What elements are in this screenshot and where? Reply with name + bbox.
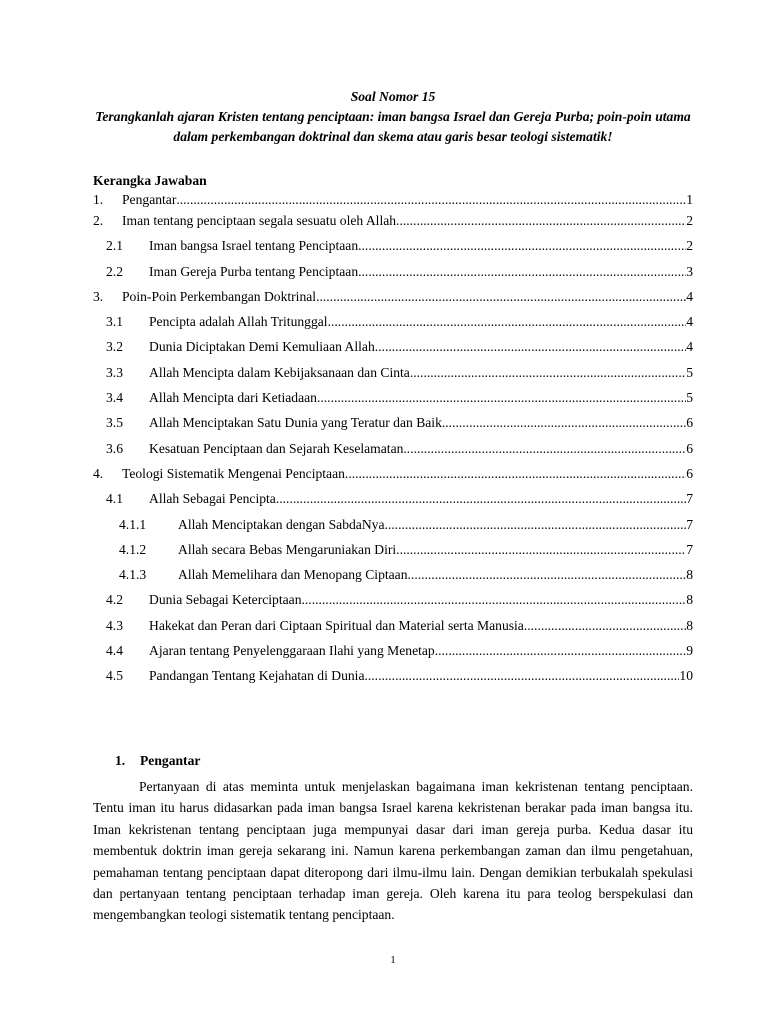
section-number: 1. xyxy=(115,753,126,768)
toc-label: Pandangan Tentang Kejahatan di Dunia xyxy=(149,668,365,684)
question-text: Terangkanlah ajaran Kristen tentang penciptaan: iman bangsa Israel dan Gereja Purba; poin-poin utama dalam perkembangan doktrinal dan skema atau garis besar teologi sistematik! xyxy=(95,109,691,144)
toc-leader xyxy=(358,238,686,254)
question-title: Soal Nomor 15 xyxy=(350,89,436,104)
toc-leader xyxy=(375,339,686,355)
toc-number: 3.1 xyxy=(106,314,123,330)
toc-page: 10 xyxy=(679,668,693,684)
toc-number: 4.1.1 xyxy=(119,516,147,532)
toc-leader xyxy=(276,491,686,507)
toc-number: 4.2 xyxy=(106,592,123,608)
section-heading xyxy=(115,753,200,769)
toc-label: Iman tentang penciptaan segala sesuatu oleh Allah xyxy=(122,213,397,228)
page-number: 1 xyxy=(390,954,396,966)
toc-number: 2.1 xyxy=(106,238,123,254)
toc-leader xyxy=(176,192,686,208)
toc-label: Allah Memelihara dan Menopang Ciptaan xyxy=(178,567,408,583)
toc-number: 4.1.2 xyxy=(119,541,147,557)
toc-entry xyxy=(93,491,693,516)
toc-leader xyxy=(410,365,686,381)
toc-number: 4.4 xyxy=(106,643,123,659)
toc-page: 6 xyxy=(686,415,693,431)
toc-number: 3.2 xyxy=(106,339,123,355)
outline-heading: Kerangka Jawaban xyxy=(93,173,207,188)
toc-leader xyxy=(524,618,686,634)
toc-entry xyxy=(93,441,693,466)
toc-label: Allah Mencipta dari Ketiadaan xyxy=(149,390,317,406)
toc-entry xyxy=(93,339,693,364)
table-of-contents xyxy=(93,192,693,694)
toc-entry xyxy=(93,592,693,617)
toc-number: 2. xyxy=(93,213,104,228)
toc-label: Dunia Diciptakan Demi Kemuliaan Allah xyxy=(149,339,375,355)
toc-leader xyxy=(396,213,686,229)
toc-number: 2.2 xyxy=(106,263,123,279)
toc-leader xyxy=(316,289,686,305)
toc-entry xyxy=(93,618,693,643)
toc-page: 4 xyxy=(686,339,693,355)
toc-page: 5 xyxy=(686,390,693,406)
toc-leader xyxy=(328,314,687,330)
toc-leader xyxy=(345,466,686,482)
toc-number: 4.1.3 xyxy=(119,567,147,583)
toc-label: Iman bangsa Israel tentang Penciptaan xyxy=(149,238,359,254)
toc-number: 4.5 xyxy=(106,668,123,684)
toc-page: 6 xyxy=(686,465,693,481)
toc-page: 2 xyxy=(686,238,693,254)
toc-label: Allah Mencipta dalam Kebijaksanaan dan Cinta xyxy=(149,364,410,380)
toc-label: Allah Menciptakan dengan SabdaNya xyxy=(178,516,385,532)
toc-page: 6 xyxy=(686,440,693,456)
toc-entry xyxy=(93,213,693,238)
toc-entry xyxy=(93,542,693,567)
toc-entry xyxy=(93,668,693,693)
toc-number: 3.5 xyxy=(106,415,123,431)
toc-number: 3.4 xyxy=(106,390,123,406)
toc-entry xyxy=(93,567,693,592)
toc-number: 4.3 xyxy=(106,617,123,633)
toc-leader xyxy=(408,567,687,583)
toc-page: 8 xyxy=(686,592,693,608)
toc-label: Dunia Sebagai Keterciptaan xyxy=(149,592,302,608)
toc-page: 7 xyxy=(686,541,693,557)
toc-label: Allah secara Bebas Mengaruniakan Diri xyxy=(178,541,397,557)
toc-page: 8 xyxy=(686,617,693,633)
document-page xyxy=(93,0,693,1024)
toc-page: 7 xyxy=(686,491,693,507)
toc-label: Ajaran tentang Penyelenggaraan Ilahi yang Menetap xyxy=(149,643,435,659)
toc-leader xyxy=(435,643,686,659)
toc-label: Hakekat dan Peran dari Ciptaan Spiritual dan Material serta Manusia xyxy=(149,617,524,633)
toc-leader xyxy=(396,542,686,558)
toc-entry xyxy=(93,643,693,668)
toc-label: Poin-Poin Perkembangan Doktrinal xyxy=(122,288,317,304)
toc-leader xyxy=(364,668,679,684)
toc-label: Allah Menciptakan Satu Dunia yang Teratur dan Baik xyxy=(149,415,442,431)
toc-entry xyxy=(93,264,693,289)
toc-leader xyxy=(302,592,687,608)
toc-page: 3 xyxy=(686,263,693,279)
toc-page: 4 xyxy=(686,288,693,304)
toc-leader xyxy=(403,441,686,457)
toc-number: 3.6 xyxy=(106,440,123,456)
toc-entry xyxy=(93,466,693,491)
toc-leader xyxy=(358,264,686,280)
toc-label: Pencipta adalah Allah Tritunggal xyxy=(149,314,328,330)
toc-page: 5 xyxy=(686,364,693,380)
question-header xyxy=(93,87,693,147)
toc-entry xyxy=(93,289,693,314)
toc-entry xyxy=(93,238,693,263)
toc-leader xyxy=(442,415,686,431)
toc-label: Pengantar xyxy=(122,192,177,207)
toc-entry xyxy=(93,517,693,542)
toc-label: Kesatuan Penciptaan dan Sejarah Keselamatan xyxy=(149,440,404,456)
toc-entry xyxy=(93,365,693,390)
toc-page: 1 xyxy=(686,192,693,207)
toc-leader xyxy=(384,517,686,533)
toc-leader xyxy=(317,390,686,406)
toc-page: 9 xyxy=(686,643,693,659)
toc-number: 1. xyxy=(93,192,104,207)
toc-entry xyxy=(93,192,693,213)
toc-label: Iman Gereja Purba tentang Penciptaan xyxy=(149,263,359,279)
toc-entry xyxy=(93,314,693,339)
toc-label: Allah Sebagai Pencipta xyxy=(149,491,276,507)
section-title: Pengantar xyxy=(140,753,201,768)
toc-page: 8 xyxy=(686,567,693,583)
toc-page: 2 xyxy=(686,213,693,228)
toc-number: 4.1 xyxy=(106,491,123,507)
toc-number: 3. xyxy=(93,288,104,304)
toc-page: 7 xyxy=(686,516,693,532)
toc-number: 3.3 xyxy=(106,364,123,380)
toc-entry xyxy=(93,390,693,415)
toc-page: 4 xyxy=(686,314,693,330)
toc-number: 4. xyxy=(93,465,104,481)
section-paragraph: Pertanyaan di atas meminta untuk menjelaskan bagaimana iman kekristenan tentang penciptaan. Tentu iman itu harus didasarkan pada iman bangsa Israel karena kekristenan berakar pada iman bangsa itu. Iman kekristenan tentang penciptaan juga mempunyai dasar dari iman gereja purba. Kedua dasar itu membentuk doktrin iman gereja sekarang ini. Namun karena perkembangan zaman dan ilmu pengetahuan, pemahaman tentang penciptaan dapat diteropong dari ilmu-ilmu lain. Dengan demikian terbukalah spekulasi dan pertanyaan tentang penciptaan terhadap iman gereja. Oleh karena itu para teolog berspekulasi dan mengembangkan teologi sistematik tentang penciptaan. xyxy=(93,779,693,923)
toc-label: Teologi Sistematik Mengenai Penciptaan xyxy=(122,465,345,481)
toc-entry xyxy=(93,415,693,440)
